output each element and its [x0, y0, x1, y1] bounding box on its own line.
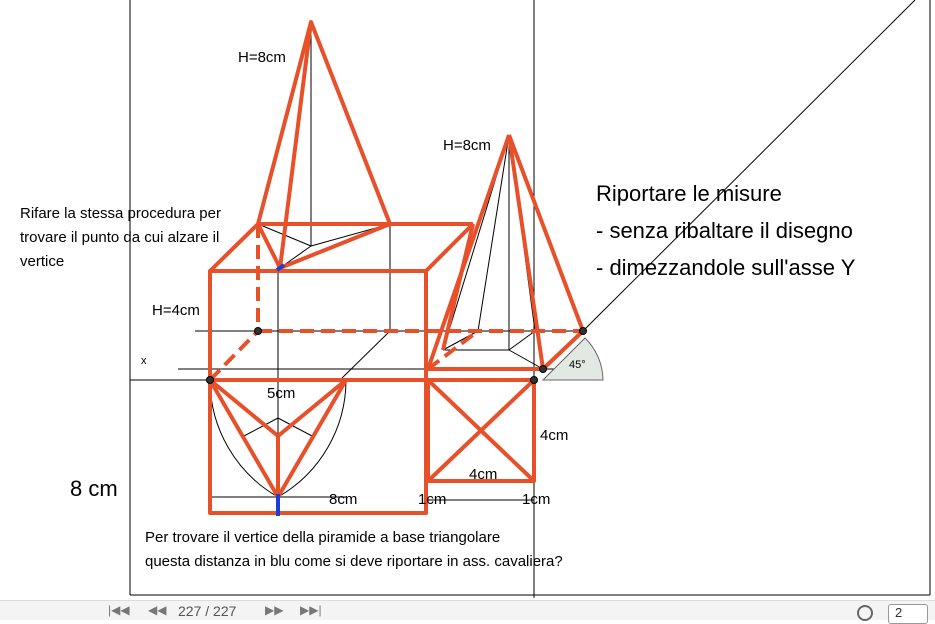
first-page-icon[interactable]: |◀◀: [108, 603, 130, 617]
label-4cm-horizontal: 4cm: [469, 466, 498, 483]
label-h-right-pyramid: H=8cm: [443, 137, 491, 154]
label-4cm-vertical: 4cm: [540, 427, 569, 444]
label-side-5cm: 5cm: [267, 385, 296, 402]
label-h-prism: H=4cm: [152, 302, 200, 319]
note-bottom-line1: Per trovare il vertice della piramide a base triangolare: [145, 529, 501, 546]
label-h-tall-pyramid: H=8cm: [238, 49, 286, 66]
navigation-bar: [0, 600, 935, 620]
note-right-line2: - dimezzandole sull'asse Y: [596, 255, 856, 280]
point-b: [255, 328, 262, 335]
label-axis-x: x: [141, 355, 147, 367]
point-c: [540, 366, 547, 373]
note-left: Rifare la stessa procedura per trovare il punto da cui alzare il vertice: [20, 205, 221, 270]
zoom-input[interactable]: 2: [888, 604, 928, 624]
label-angle: 45°: [569, 359, 586, 371]
point-a: [207, 377, 214, 384]
label-8cm-scale: 8 cm: [70, 476, 118, 501]
note-right-line1: - senza ribaltare il disegno: [596, 218, 853, 243]
construction-lines: [210, 22, 543, 500]
last-page-icon[interactable]: ▶▶|: [300, 603, 322, 617]
frame-lines: [130, 0, 930, 598]
diagonal-45-line: [583, 0, 915, 331]
point-e: [580, 328, 587, 335]
next-page-icon[interactable]: ▶▶: [265, 603, 284, 617]
point-d: [531, 377, 538, 384]
note-right-title: Riportare le misure: [596, 181, 782, 206]
label-1cm-b: 1cm: [522, 491, 551, 508]
note-bottom-line2: questa distanza in blu come si deve riportare in ass. cavaliera?: [145, 553, 563, 570]
prev-page-icon[interactable]: ◀◀: [148, 603, 167, 617]
label-1cm-a: 1cm: [418, 491, 447, 508]
label-8cm: 8cm: [329, 491, 358, 508]
red-construction: [210, 22, 583, 513]
page-counter: 227 / 227: [178, 603, 237, 619]
points: [207, 328, 587, 384]
